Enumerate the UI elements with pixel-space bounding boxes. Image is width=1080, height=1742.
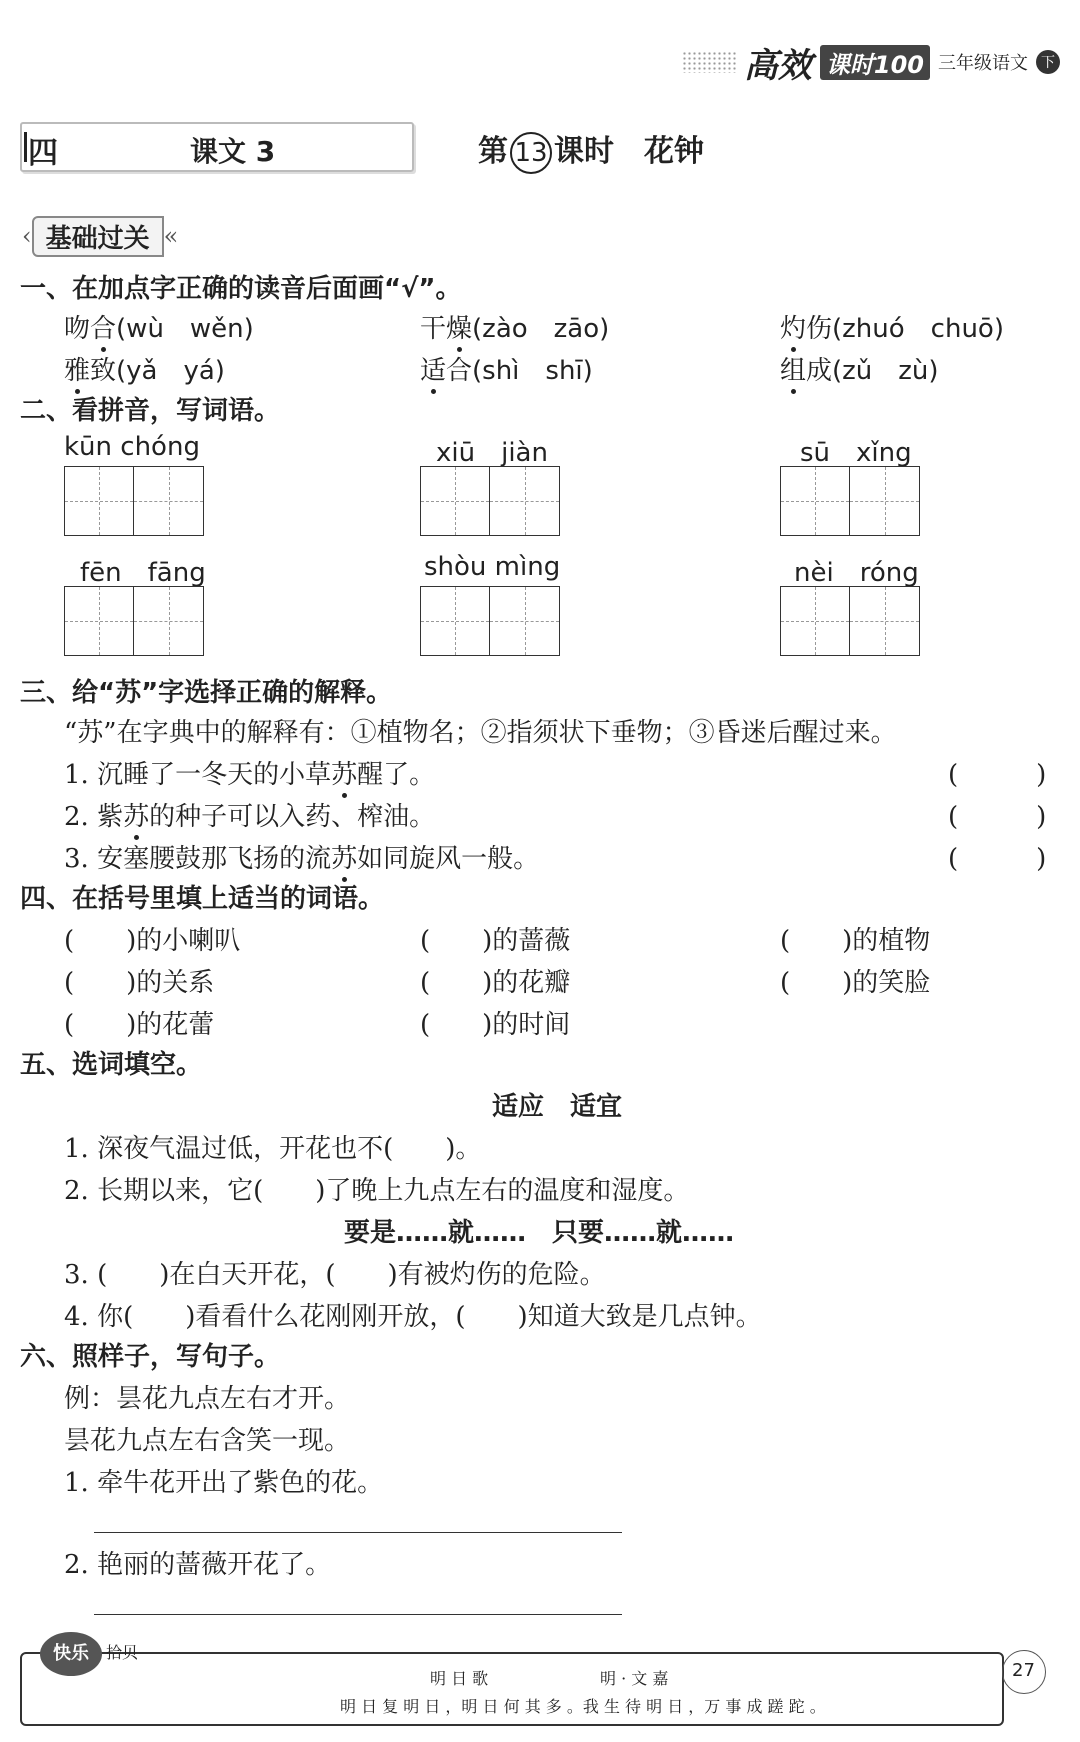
pinyin-label: xiū jiàn (436, 438, 548, 468)
writing-cell[interactable] (780, 466, 850, 536)
fill-item[interactable]: ( )的花蕾 (64, 1010, 215, 1040)
pinyin-word-6 (780, 552, 920, 656)
chevron-left-icon: ‹ (22, 222, 32, 250)
basics-tag (22, 216, 178, 256)
writing-cell[interactable] (64, 586, 134, 656)
s3-item-3: 3. 安塞腰鼓那飞扬的流苏如同旋风一般。 (64, 844, 540, 874)
pinyin-word-5 (420, 552, 560, 656)
writing-cell[interactable] (420, 586, 490, 656)
lesson-number: 13 (510, 132, 552, 174)
writing-cell[interactable] (780, 586, 850, 656)
pinyin-word-4 (64, 552, 206, 656)
section-2-title: 二、看拼音，写词语。 (20, 396, 281, 426)
writing-cell[interactable] (64, 466, 134, 536)
pinyin-label: sū xǐng (800, 438, 912, 468)
s5-question-2[interactable]: 2. 长期以来，它( )了晚上九点左右的温度和湿度。 (64, 1176, 690, 1206)
answer-paren[interactable]: ( ) (948, 844, 1047, 874)
section-4-title: 四、在括号里填上适当的词语。 (20, 884, 385, 914)
section-1-title: 一、在加点字正确的读音后面画“√”。 (20, 274, 462, 304)
lesson-title (478, 126, 704, 174)
writing-cell[interactable] (850, 466, 920, 536)
word-choices-1: 适应 适宜 (492, 1092, 623, 1122)
writing-cell[interactable] (420, 466, 490, 536)
section-5-title: 五、选词填空。 (20, 1050, 203, 1080)
writing-cell[interactable] (134, 466, 204, 536)
brand-header (682, 42, 1060, 86)
pinyin-word-1 (64, 432, 204, 536)
poem-text: 明 日 复 明 日 ，明 日 何 其 多 。我 生 待 明 日 ，万 事 成 蹉 跎 。 (340, 1697, 826, 1716)
fill-item[interactable]: ( )的蔷薇 (420, 926, 571, 956)
s5-question-3[interactable]: 3. ( )在白天开花，( )有被灼伤的危险。 (64, 1260, 606, 1290)
brand-logo: 高效 (743, 45, 812, 86)
fill-item[interactable]: ( )的笑脸 (780, 968, 931, 998)
s6-example-answer: 昙花九点左右含笑一现。 (64, 1426, 351, 1456)
s5-question-1[interactable]: 1. 深夜气温过低，开花也不( )。 (64, 1134, 482, 1164)
fill-item[interactable]: ( )的花瓣 (420, 968, 571, 998)
fill-item[interactable]: ( )的关系 (64, 968, 215, 998)
grade-label: 三年级语文 (938, 53, 1028, 74)
pinyin-label: fēn fāng (80, 558, 206, 588)
poem-author: 明 · 文 嘉 (600, 1669, 669, 1688)
unit-number: 四 (28, 128, 58, 172)
lesson-suffix: 课时 (554, 134, 614, 169)
s1-item-3: 灼伤(zhuó chuō) (780, 314, 1004, 344)
brand-logo-sub: 课时100 (820, 45, 930, 80)
dots-decoration-icon (682, 51, 736, 73)
s1-item-2: 干燥(zào zāo) (420, 314, 610, 344)
s3-item-1: 1. 沉睡了一冬天的小草苏醒了。 (64, 760, 436, 790)
double-chevron-left-icon: « (163, 222, 179, 250)
section-6-title: 六、照样子，写句子。 (20, 1342, 281, 1372)
s3-intro: “苏”在字典中的解释有：①植物名；②指须状下垂物；③昏迷后醒过来。 (64, 718, 897, 748)
s6-question-1: 1. 牵牛花开出了紫色的花。 (64, 1468, 384, 1498)
s1-item-5: 适合(shì shī) (420, 356, 593, 386)
pinyin-word-3 (780, 432, 920, 536)
footer-sub: 拾贝 (106, 1643, 139, 1662)
s3-item-2: 2. 紫苏的种子可以入药、榨油。 (64, 802, 436, 832)
pinyin-label: shòu mìng (424, 552, 561, 582)
answer-paren[interactable]: ( ) (948, 802, 1047, 832)
writing-cell[interactable] (134, 586, 204, 656)
s6-example: 例：昙花九点左右才开。 (64, 1384, 351, 1414)
basics-label: 基础过关 (32, 216, 164, 257)
s1-item-6: 组成(zǔ zù) (780, 356, 939, 386)
fill-item[interactable]: ( )的时间 (420, 1010, 571, 1040)
lesson-prefix: 第 (478, 134, 508, 169)
pinyin-label: kūn chóng (64, 432, 200, 462)
page-number: 27 (1012, 1660, 1035, 1681)
footer-badge: 快乐 (40, 1632, 102, 1676)
pinyin-word-2 (420, 432, 560, 536)
answer-paren[interactable]: ( ) (948, 760, 1047, 790)
section-3-title: 三、给“苏”字选择正确的解释。 (20, 678, 393, 708)
unit-box (20, 122, 414, 172)
answer-line[interactable] (94, 1614, 622, 1615)
s1-item-1: 吻合(wù wěn) (64, 314, 254, 344)
s1-item-4: 雅致(yǎ yá) (64, 356, 225, 386)
s6-question-2: 2. 艳丽的蔷薇开花了。 (64, 1550, 332, 1580)
fill-item[interactable]: ( )的小喇叭 (64, 926, 241, 956)
unit-name: 课文 3 (190, 135, 276, 168)
poem-title: 明 日 歌 (430, 1669, 489, 1688)
lesson-name: 花钟 (644, 134, 704, 169)
word-choices-2: 要是……就…… 只要……就…… (344, 1218, 735, 1248)
writing-cell[interactable] (490, 586, 560, 656)
volume-badge: 下 (1036, 50, 1060, 74)
pinyin-label: nèi róng (794, 558, 919, 588)
s5-question-4[interactable]: 4. 你( )看看什么花刚刚开放，( )知道大致是几点钟。 (64, 1302, 762, 1332)
answer-line[interactable] (94, 1532, 622, 1533)
writing-cell[interactable] (490, 466, 560, 536)
fill-item[interactable]: ( )的植物 (780, 926, 931, 956)
writing-cell[interactable] (850, 586, 920, 656)
